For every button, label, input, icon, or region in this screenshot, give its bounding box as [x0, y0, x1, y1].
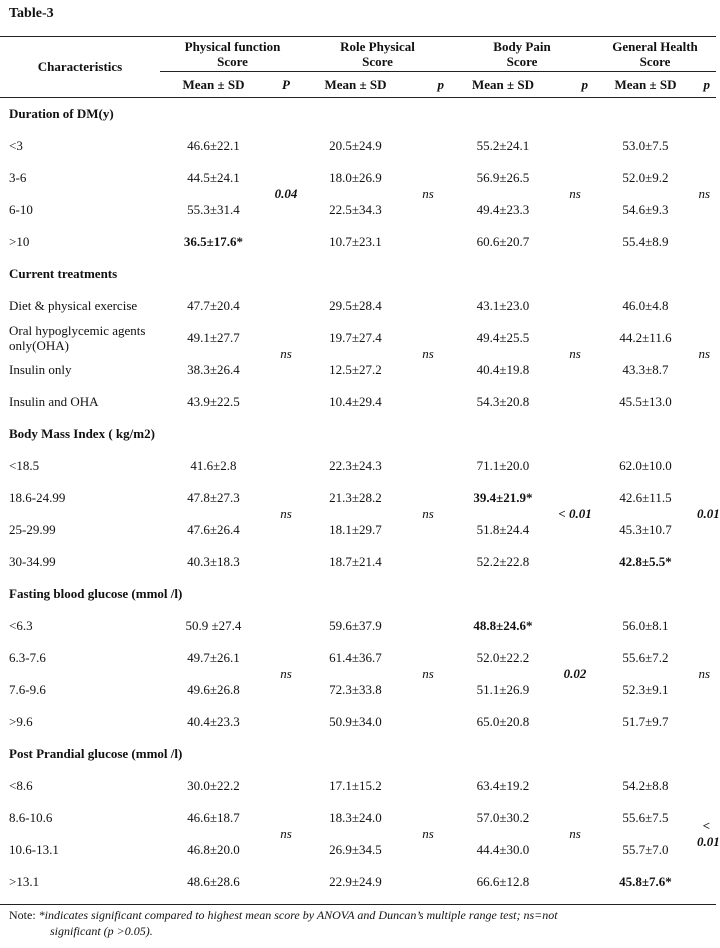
mean-sd-cell: 41.6±2.8 [190, 458, 237, 473]
mean-sd-cell: 40.4±19.8 [476, 362, 530, 377]
row-label: <3 [9, 138, 23, 153]
mean-sd-cell: 50.9 ±27.4 [185, 618, 242, 633]
section-label: Fasting blood glucose (mmol /l) [9, 586, 183, 601]
mean-sd-cell: 54.6±9.3 [622, 202, 669, 217]
section-label: Post Prandial glucose (mmol /l) [9, 746, 183, 761]
table-row [0, 130, 716, 162]
p-value-cell: ns [698, 666, 711, 681]
mean-sd-cell: 61.4±36.7 [329, 650, 382, 665]
data-table-container [0, 36, 720, 898]
mean-sd-header: Mean ± SD [450, 72, 556, 98]
results-table [0, 36, 720, 898]
p-value-cell: ns [422, 506, 434, 521]
group-header-line1: General Health [612, 39, 698, 54]
mean-sd-cell: 60.6±20.7 [476, 234, 530, 249]
group-header-body-pain [450, 37, 594, 72]
p-value-cell: ns [422, 186, 434, 201]
mean-sd-cell: 62.0±10.0 [619, 458, 672, 473]
table-row [0, 194, 716, 226]
mean-sd-cell: 49.4±23.3 [476, 202, 530, 217]
mean-sd-cell: 44.2±11.6 [619, 330, 672, 345]
row-label: Oral hypoglycemic agents only(OHA) [9, 323, 146, 353]
mean-sd-cell: 12.5±27.2 [329, 362, 382, 377]
table-row [0, 866, 716, 898]
group-header-line2: Score [639, 54, 671, 69]
p-value-cell: ns [569, 346, 581, 361]
table-row [0, 322, 716, 354]
mean-sd-cell: 55.3±31.4 [187, 202, 240, 217]
mean-sd-header: Mean ± SD [594, 72, 697, 98]
group-header-line1: Role Physical [340, 39, 415, 54]
mean-sd-cell: 63.4±19.2 [476, 778, 530, 793]
mean-sd-header: Mean ± SD [305, 72, 406, 98]
row-label: 7.6-9.6 [9, 682, 46, 697]
mean-sd-cell: 44.5±24.1 [187, 170, 240, 185]
mean-sd-cell: 57.0±30.2 [476, 810, 530, 825]
p-value-cell: ns [280, 826, 292, 841]
table-row [0, 834, 716, 866]
mean-sd-cell: 56.0±8.1 [622, 618, 669, 633]
mean-sd-cell: 48.6±28.6 [187, 874, 240, 889]
row-label: Diet & physical exercise [9, 298, 138, 313]
p-value-cell: < 0.01 [558, 506, 592, 521]
group-header-line2: Score [362, 54, 393, 69]
row-label: 10.6-13.1 [9, 842, 59, 857]
note-lead: Note: [9, 908, 36, 922]
mean-sd-cell: 18.7±21.4 [329, 554, 382, 569]
mean-sd-cell: 22.5±34.3 [329, 202, 382, 217]
mean-sd-cell: 52.0±9.2 [622, 170, 669, 185]
row-label: 8.6-10.6 [9, 810, 53, 825]
table-title: Table-3 [9, 6, 54, 21]
mean-sd-cell: 55.6±7.5 [622, 810, 669, 825]
group-header-line2: Score [506, 54, 538, 69]
table-row [0, 642, 716, 674]
row-label: <8.6 [9, 778, 33, 793]
section-label: Current treatments [9, 266, 118, 281]
mean-sd-cell: 54.3±20.8 [476, 394, 530, 409]
mean-sd-cell: 47.8±27.3 [187, 490, 240, 505]
row-label: Insulin only [9, 362, 72, 377]
row-label: 3-6 [9, 170, 27, 185]
table-row [0, 162, 716, 194]
mean-sd-cell: 52.3±9.1 [622, 682, 669, 697]
table-row [0, 482, 716, 514]
mean-sd-cell: 20.5±24.9 [329, 138, 382, 153]
mean-sd-cell: 10.7±23.1 [329, 234, 382, 249]
row-label: 6-10 [9, 202, 33, 217]
mean-sd-cell: 47.7±20.4 [187, 298, 240, 313]
section-row [0, 418, 716, 450]
mean-sd-cell: 46.6±18.7 [187, 810, 240, 825]
group-header-general-health [594, 37, 716, 72]
mean-sd-cell: 47.6±26.4 [187, 522, 240, 537]
mean-sd-cell: 45.8±7.6* [619, 874, 672, 889]
p-value-cell: ns [569, 186, 581, 201]
table-note [0, 904, 716, 939]
mean-sd-cell: 51.7±9.7 [622, 714, 669, 729]
mean-sd-cell: 52.2±22.8 [476, 554, 530, 569]
table-row [0, 674, 716, 706]
mean-sd-cell: 56.9±26.5 [476, 170, 530, 185]
mean-sd-cell: 54.2±8.8 [622, 778, 669, 793]
note-text-line1: *indicates significant compared to highest mean score by ANOVA and Duncan’s multiple range test; ns=not [38, 908, 558, 922]
mean-sd-cell: 48.8±24.6* [473, 618, 533, 633]
mean-sd-cell: 17.1±15.2 [329, 778, 382, 793]
row-label: <18.5 [9, 458, 40, 473]
mean-sd-cell: 18.1±29.7 [329, 522, 382, 537]
section-row [0, 578, 716, 610]
mean-sd-cell: 53.0±7.5 [622, 138, 669, 153]
table-row [0, 386, 716, 418]
mean-sd-cell: 19.7±27.4 [329, 330, 382, 345]
mean-sd-cell: 36.5±17.6* [183, 234, 244, 249]
group-header-line1: Body Pain [493, 39, 551, 54]
p-value-cell: 0.04 [274, 186, 298, 201]
mean-sd-cell: 46.0±4.8 [622, 298, 669, 313]
mean-sd-cell: 40.4±23.3 [187, 714, 240, 729]
mean-sd-cell: 55.7±7.0 [622, 842, 669, 857]
mean-sd-cell: 55.6±7.2 [622, 650, 669, 665]
p-value-cell: ns [422, 346, 434, 361]
row-label: Insulin and OHA [9, 394, 99, 409]
mean-sd-cell: 30.0±22.2 [187, 778, 240, 793]
mean-sd-cell: 43.3±8.7 [622, 362, 669, 377]
row-label: 25-29.99 [9, 522, 56, 537]
mean-sd-cell: 42.8±5.5* [619, 554, 672, 569]
mean-sd-cell: 22.3±24.3 [329, 458, 382, 473]
mean-sd-cell: 38.3±26.4 [187, 362, 240, 377]
group-header-role-physical [305, 37, 450, 72]
section-label: Duration of DM(y) [9, 106, 114, 121]
p-value-cell: ns [698, 346, 711, 361]
mean-sd-header: Mean ± SD [160, 72, 267, 98]
mean-sd-cell: 65.0±20.8 [476, 714, 530, 729]
table-row [0, 514, 716, 546]
table-row [0, 290, 716, 322]
group-header-physical-function [160, 37, 305, 72]
mean-sd-cell: 42.6±11.5 [619, 490, 672, 505]
note-text-line2: significant (p >0.05). [50, 924, 153, 938]
row-label: >13.1 [9, 874, 40, 889]
p-value-cell: ns [280, 346, 292, 361]
p-value-cell: ns [422, 826, 434, 841]
p-header: p [406, 72, 450, 98]
p-value-cell: 0.01 [697, 506, 720, 521]
row-label: 6.3-7.6 [9, 650, 46, 665]
mean-sd-cell: 50.9±34.0 [329, 714, 382, 729]
table-row [0, 610, 716, 642]
group-header-line2: Score [217, 54, 248, 69]
table-row [0, 450, 716, 482]
p-header: p [697, 72, 716, 98]
mean-sd-cell: 46.6±22.1 [187, 138, 240, 153]
section-row [0, 98, 716, 131]
table-row [0, 226, 716, 258]
mean-sd-cell: 49.4±25.5 [476, 330, 530, 345]
section-row [0, 258, 716, 290]
section-row [0, 738, 716, 770]
p-header: p [556, 72, 594, 98]
mean-sd-cell: 43.1±23.0 [476, 298, 530, 313]
mean-sd-cell: 45.3±10.7 [619, 522, 672, 537]
mean-sd-cell: 22.9±24.9 [329, 874, 382, 889]
mean-sd-cell: 55.4±8.9 [622, 234, 669, 249]
row-label: 18.6-24.99 [9, 490, 66, 505]
p-value-cell: ns [569, 826, 581, 841]
mean-sd-cell: 21.3±28.2 [329, 490, 382, 505]
table-row [0, 802, 716, 834]
table-body [0, 98, 720, 899]
p-value-cell: 0.02 [563, 666, 587, 681]
mean-sd-cell: 55.2±24.1 [476, 138, 530, 153]
row-label: 30-34.99 [9, 554, 56, 569]
mean-sd-cell: 29.5±28.4 [329, 298, 382, 313]
p-value-cell: ns [422, 666, 434, 681]
mean-sd-cell: 26.9±34.5 [329, 842, 382, 857]
row-label: <6.3 [9, 618, 33, 633]
mean-sd-cell: 46.8±20.0 [187, 842, 240, 857]
row-label: >9.6 [9, 714, 33, 729]
mean-sd-cell: 44.4±30.0 [476, 842, 530, 857]
mean-sd-cell: 45.5±13.0 [619, 394, 672, 409]
p-header: P [267, 72, 305, 98]
p-value-cell: ns [698, 186, 711, 201]
mean-sd-cell: 51.8±24.4 [476, 522, 530, 537]
p-value-cell: ns [280, 506, 292, 521]
mean-sd-cell: 10.4±29.4 [329, 394, 382, 409]
mean-sd-cell: 49.7±26.1 [187, 650, 240, 665]
mean-sd-cell: 59.6±37.9 [329, 618, 382, 633]
mean-sd-cell: 49.1±27.7 [187, 330, 240, 345]
group-header-line1: Physical function [184, 39, 281, 54]
mean-sd-cell: 18.0±26.9 [329, 170, 382, 185]
mean-sd-cell: 52.0±22.2 [476, 650, 530, 665]
mean-sd-cell: 71.1±20.0 [476, 458, 530, 473]
mean-sd-cell: 40.3±18.3 [187, 554, 240, 569]
mean-sd-cell: 66.6±12.8 [476, 874, 530, 889]
table-row [0, 546, 716, 578]
section-label: Body Mass Index ( kg/m2) [9, 426, 155, 441]
table-row [0, 354, 716, 386]
mean-sd-cell: 72.3±33.8 [329, 682, 382, 697]
mean-sd-cell: 43.9±22.5 [187, 394, 240, 409]
mean-sd-cell: 39.4±21.9* [473, 490, 533, 505]
mean-sd-cell: 49.6±26.8 [187, 682, 240, 697]
characteristics-header: Characteristics [0, 37, 160, 98]
p-value-cell: < 0.01 [697, 818, 720, 849]
row-label: >10 [9, 234, 30, 249]
p-value-cell: ns [280, 666, 292, 681]
table-row [0, 770, 716, 802]
mean-sd-cell: 18.3±24.0 [329, 810, 382, 825]
table-row [0, 706, 716, 738]
mean-sd-cell: 51.1±26.9 [476, 682, 530, 697]
